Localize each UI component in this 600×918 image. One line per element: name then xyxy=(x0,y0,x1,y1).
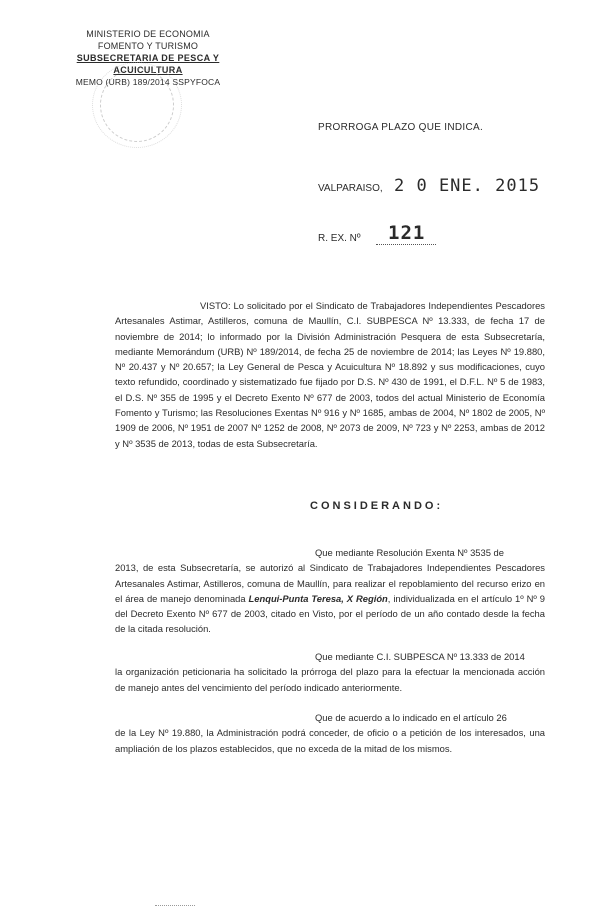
letterhead-ministry-sub: FOMENTO Y TURISMO xyxy=(97,41,199,51)
considerando-1-lead: Que mediante Resolución Exenta Nº 3535 de xyxy=(315,547,504,558)
resolution-underline xyxy=(376,244,436,245)
visto-text: Lo solicitado por el Sindicato de Trabajadores Independientes Pescadores Artesanales Astimar, Astilleros, comuna de Maullín, C.I. SUBPESCA Nº 13.333, de fecha 17 de noviembre de 2014; lo informado por la División Administración Pesquera de esta Subsecretaría, mediante Memorándum (URB) Nº 189/2014, de fecha 25 de noviembre de 2014; las Leyes Nº 19.880, Nº 20.437 y Nº 20.657; la Ley General de Pesca y Acuicultura Nº 18.892 y sus modificaciones, cuyo texto refundido, coordinado y sistematizado fue fijado por D.S. Nº 430 de 1991, el D.F.L. Nº 5 de 1983, el D.S. Nº 355 de 1995 y el Decreto Exento Nº 677 de 2003, todos del actual Ministerio de Economía Fomento y Turismo; las Resoluciones Exentas Nº 916 y Nº 1685, ambas de 2004, Nº 1802 de 2005, Nº 1909 de 2006, Nº 1951 de 2007 Nº 1252 de 2008, Nº 2073 de 2009, Nº 723 y Nº 2253, ambas de 2012 y Nº 3535 de 2013, todas de esta Subsecretaría. xyxy=(115,300,545,449)
considerando-3-lead: Que de acuerdo a lo indicado en el artículo 26 xyxy=(315,712,507,723)
resolution-number: 121 xyxy=(388,222,426,244)
considerando-1-text-end: , individualizada en el artículo 1º Nº 9 del Decreto Exento Nº 677 de 2003, citado en Visto, por el período de un año contado desde la fecha de la citada resolución. xyxy=(115,592,545,635)
resolution-label: R. EX. Nº xyxy=(318,233,361,244)
considerando-2-lead: Que mediante C.I. SUBPESCA Nº 13.333 de 2014 xyxy=(315,651,525,662)
considerando-2 xyxy=(115,649,545,695)
considerando-1-text: 2013, de esta Subsecretaría, se autorizó al Sindicato de Trabajadores Independientes Pescadores Artesanales Astimar, Astilleros, comuna de Maullín, para realizar el repoblamiento del recurso erizo en el área de manejo denominada xyxy=(115,562,545,604)
considerando-1 xyxy=(115,545,545,637)
letterhead-subsecretaria: SUBSECRETARIA DE PESCA Y ACUICULTURA xyxy=(76,53,220,75)
letterhead-ministry: MINISTERIO DE ECONOMIA xyxy=(86,29,210,39)
considerando-2-text: la organización peticionaria ha solicitado la prórroga del plazo para la efectuar la mencionada acción de manejo antes del vencimiento del período indicado anteriormente. xyxy=(115,666,545,693)
considerando-heading: CONSIDERANDO: xyxy=(310,500,444,512)
letterhead-memo: MEMO (URB) 189/2014 SSPYFOCA xyxy=(75,77,221,87)
visto-lead: VISTO: xyxy=(200,300,231,311)
footer-mark xyxy=(155,905,195,906)
stamp-seal xyxy=(100,68,174,142)
considerando-3 xyxy=(115,710,545,756)
considerando-3-text: de la Ley Nº 19.880, la Administración podrá conceder, de oficio o a petición de los interesados, una ampliación de los plazos establecidos, que no exceda de la mitad de los mismos. xyxy=(115,727,545,754)
considerando-1-area: Lenqui-Punta Teresa, X Región xyxy=(248,592,388,604)
document-place: VALPARAISO, xyxy=(318,183,383,194)
document-subject: PRORROGA PLAZO QUE INDICA. xyxy=(318,122,484,133)
visto-paragraph xyxy=(115,298,545,451)
document-date-stamp: 2 0 ENE. 2015 xyxy=(394,176,541,196)
